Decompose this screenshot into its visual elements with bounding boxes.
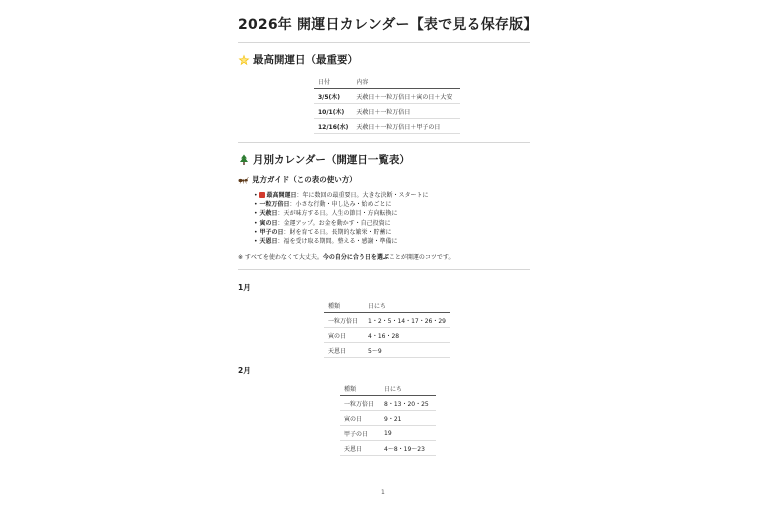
column-header: 日付 [314,74,352,89]
list-item [254,219,428,228]
table-header-row [314,74,460,89]
guide-desc: ：年に数回の最重要日。大きな決断・スタートに [296,192,429,199]
table-cell: 一粒万倍日 [340,396,380,411]
list-item [254,209,428,218]
guide-desc: ：金運アップ。お金を動かす・自己投資に [277,219,391,227]
list-item [254,200,428,209]
guide-desc: ：福を受け取る期間。整える・感謝・準備に [277,238,398,246]
note-emphasis: 今の自分に合う日を選ぶ [322,254,389,261]
table-row [324,343,450,358]
table-cell: 天赦日＋一粒万倍日 [352,104,460,119]
section-heading-text: 最高開運日（最重要） [253,54,358,66]
glowing-star-icon [238,54,250,66]
page-number: 1 [381,489,385,496]
guide-term: 一粒万倍日 [259,201,290,209]
table-cell: 天恩日 [340,441,380,456]
table-row [314,89,460,104]
table-cell: 1・2・5・14・17・26・29 [364,313,450,328]
table-cell: 8・13・20・25 [380,396,436,411]
table-row [314,119,460,134]
table-row [340,411,436,426]
section-heading-text: 月別カレンダー（開運日一覧表） [253,154,410,166]
document-title: 2026年 開運日カレンダー【表で見る保存版】 [238,17,538,33]
column-header: 日にち [380,381,436,396]
table-cell: 4〜8・19〜23 [380,441,436,456]
guide-term: 最高開運日 [266,192,297,199]
divider [238,142,530,143]
guide-heading [238,174,357,185]
best-days-table [314,74,460,134]
red-square-icon [259,192,265,198]
guide-desc: ：財を育てる日。長期的な繁栄・貯蓄に [283,228,392,236]
table-cell: 寅の日 [324,328,364,343]
guide-term: 天恩日 [259,238,278,246]
table-cell: 9・21 [380,411,436,426]
table-header-row [340,381,436,396]
evergreen-tree-icon [238,154,250,166]
table-cell: 4・16・28 [364,328,450,343]
table-cell: 甲子の日 [340,426,380,441]
guide-heading-text: 見方ガイド（この表の使い方） [252,175,357,184]
table-row [340,426,436,441]
guide-term: 甲子の日 [259,228,284,236]
table-cell: 天赦日＋一粒万倍日＋甲子の日 [352,119,460,134]
divider [238,269,530,270]
list-item [254,237,428,246]
list-item [254,191,428,200]
section-heading-monthly [238,152,410,167]
guide-desc: ：天が味方する日。人生の節目・方向転換に [277,210,398,218]
table-row [324,328,450,343]
note-text: ※ すべてを使わなくて大丈夫。 [238,254,323,261]
table-cell: 19 [380,426,436,441]
divider [238,42,530,43]
table-cell: 寅の日 [340,411,380,426]
january-table [324,298,450,358]
table-cell: 一粒万倍日 [324,313,364,328]
column-header: 内容 [352,74,460,89]
column-header: 種類 [324,298,364,313]
ant-icon [238,176,249,184]
section-heading-best-days [238,52,358,67]
table-row [314,104,460,119]
guide-list [254,191,428,246]
list-item [254,228,428,237]
column-header: 種類 [340,381,380,396]
month-heading-jan: 1月 [238,283,251,292]
guide-term: 天赦日 [259,210,278,218]
table-row [324,313,450,328]
table-row [340,441,436,456]
guide-term: 寅の日 [259,219,278,227]
table-cell: 10/1(木) [314,104,352,119]
guide-desc: ：小さな行動・申し込み・始めごとに [289,201,392,209]
table-cell: 天恩日 [324,343,364,358]
table-cell: 3/5(木) [314,89,352,104]
table-cell: 12/16(水) [314,119,352,134]
note-text: ことが開運のコツです。 [388,254,455,261]
usage-note [238,252,454,261]
table-header-row [324,298,450,313]
table-cell: 天赦日＋一粒万倍日＋寅の日＋大安 [352,89,460,104]
month-heading-feb: 2月 [238,366,251,375]
table-cell: 5〜9 [364,343,450,358]
february-table [340,381,436,456]
table-row [340,396,436,411]
column-header: 日にち [364,298,450,313]
